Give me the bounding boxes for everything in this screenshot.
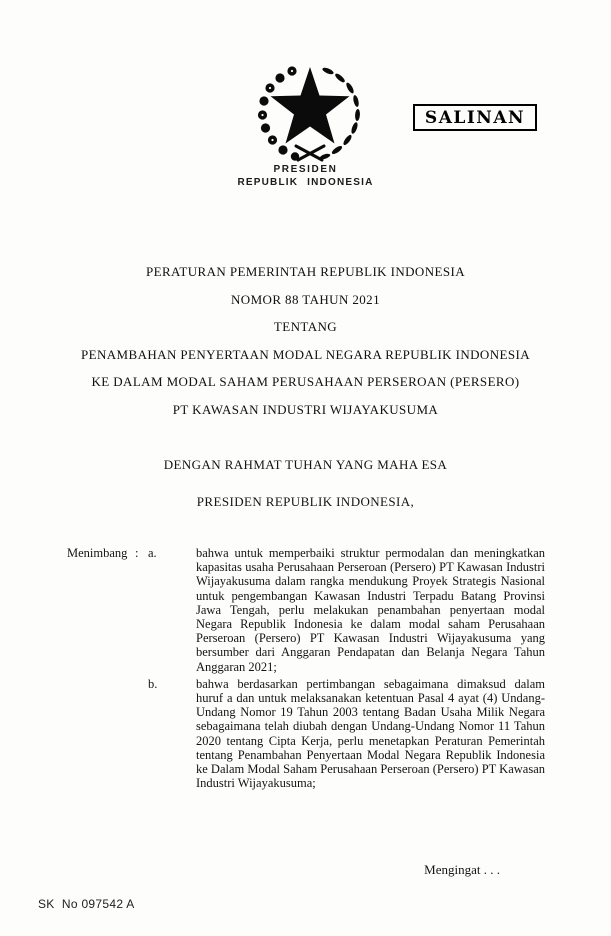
letterhead-republik-indonesia: REPUBLIK INDONESIA	[237, 177, 374, 188]
page-catchword: Mengingat . . .	[424, 862, 500, 877]
salinan-stamp-label: SALINAN	[424, 107, 526, 128]
letterhead	[0, 164, 611, 189]
title-line-subject-2: KE DALAM MODAL SAHAM PERUSAHAAN PERSEROAN (PERSERO)	[91, 374, 520, 389]
title-line-number: NOMOR 88 TAHUN 2021	[231, 291, 380, 307]
invocation-line: DENGAN RAHMAT TUHAN YANG MAHA ESA	[163, 457, 448, 472]
enacting-authority-line: PRESIDEN REPUBLIK INDONESIA,	[196, 494, 415, 509]
considerations-items	[148, 546, 545, 790]
consideration-item-a	[148, 546, 545, 674]
consideration-item-a-marker: a.	[148, 546, 157, 560]
letterhead-presiden: PRESIDEN	[273, 164, 338, 175]
sk-document-number: SK No 097542 A	[38, 897, 135, 911]
presidential-emblem-icon	[252, 60, 368, 164]
considerations-colon: :	[135, 546, 139, 560]
consideration-item-b-text: bahwa berdasarkan pertimbangan sebagaimana dimaksud dalam huruf a dan untuk melaksanakan ketentuan Pasal 4 ayat (4) Undang-Undang Nomor 19 Tahun 2003 tentang Badan Usaha Milik Negara sebagaimana telah diubah dengan Undang-Undang Nomor 11 Tahun 2020 tentang Cipta Kerja, perlu menetapkan Peraturan Pemerintah tentang Penambahan Penyertaan Modal Negara Republik Indonesia ke Dalam Modal Saham Perusahaan Perseroan (Persero) PT Kawasan Industri Wijayakusuma;	[196, 676, 545, 791]
consideration-item-b	[148, 677, 545, 791]
title-line-subject-1: PENAMBAHAN PENYERTAAN MODAL NEGARA REPUBLIK INDONESIA	[81, 346, 530, 362]
consideration-item-b-marker: b.	[148, 676, 158, 691]
salinan-stamp	[413, 104, 537, 131]
considerations-section	[67, 546, 545, 790]
considerations-label: Menimbang	[67, 546, 128, 560]
considerations-row	[67, 546, 545, 790]
consideration-item-a-text: bahwa untuk memperbaiki struktur permodalan dan meningkatkan kapasitas usaha Perusahaan Perseroan (Persero) PT Kawasan Industri Wijayakusuma dalam rangka mendukung Proyek Strategis Nasional untuk pengembangan Kawasan Industri Terpadu Batang Provinsi Jawa Tengah, perlu melakukan penambahan penyertaan modal Negara Republik Indonesia ke dalam modal saham Perusahaan Perseroan (Persero) PT Kawasan Industri Wijayakusuma yang bersumber dari Anggaran Pendapatan dan Belanja Negara Tahun Anggaran 2021;	[196, 546, 545, 674]
title-line-tentang: TENTANG	[273, 319, 338, 334]
title-block	[0, 258, 611, 423]
title-line-regulation: PERATURAN PEMERINTAH REPUBLIK INDONESIA	[146, 264, 465, 279]
title-line-subject-3: PT KAWASAN INDUSTRI WIJAYAKUSUMA	[172, 401, 439, 417]
